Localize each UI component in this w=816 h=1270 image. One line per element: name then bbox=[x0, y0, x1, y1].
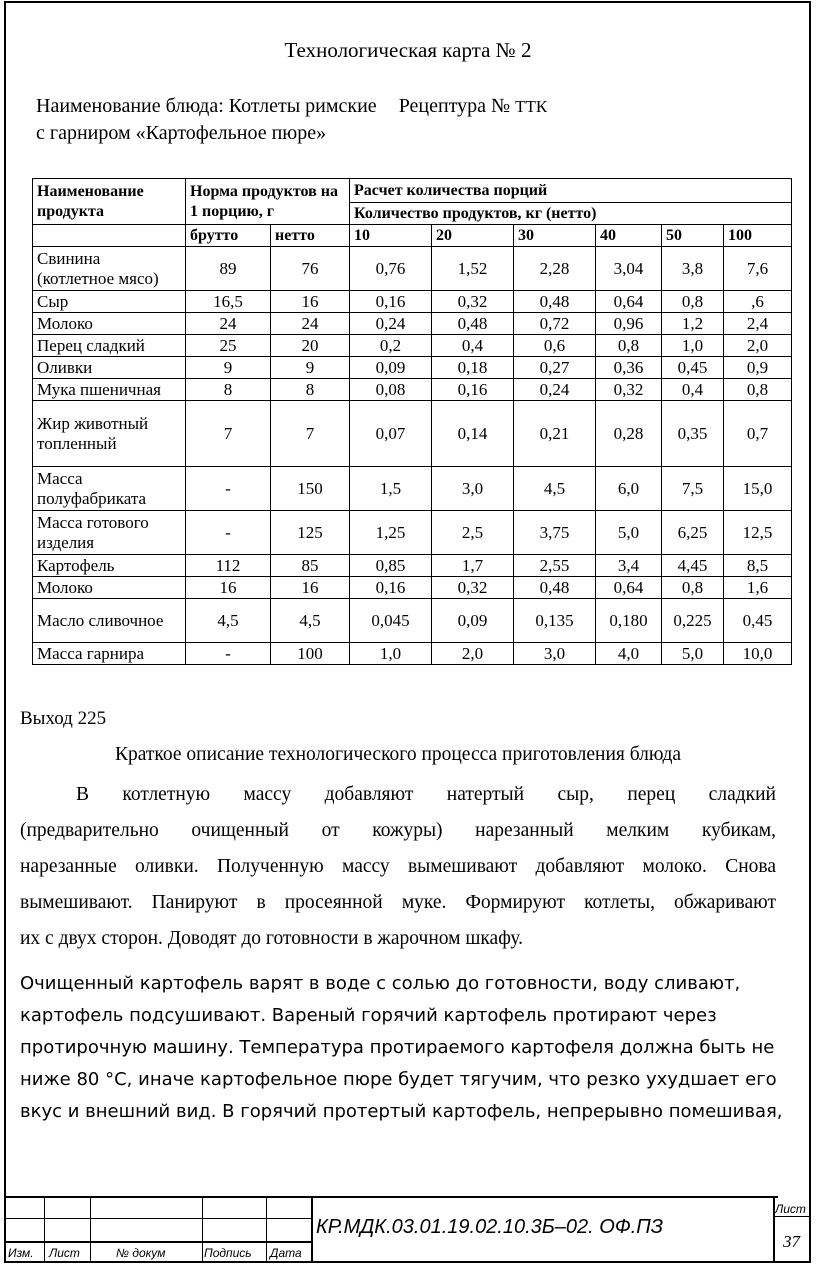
value-cell: 2,5 bbox=[432, 511, 514, 555]
value-cell: 0,96 bbox=[596, 313, 662, 335]
table-row bbox=[33, 555, 792, 577]
value-cell: 6,0 bbox=[596, 467, 662, 511]
value-cell: 112 bbox=[186, 555, 271, 577]
value-cell: 0,48 bbox=[432, 313, 514, 335]
value-cell: 6,25 bbox=[662, 511, 724, 555]
value-cell: 0,24 bbox=[350, 313, 432, 335]
value-cell: 5,0 bbox=[596, 511, 662, 555]
value-cell: 0,14 bbox=[432, 401, 514, 467]
table-row bbox=[33, 291, 792, 313]
value-cell: 4,0 bbox=[596, 643, 662, 665]
value-cell: 0,85 bbox=[350, 555, 432, 577]
table-row bbox=[33, 577, 792, 599]
value-cell: 8 bbox=[186, 379, 271, 401]
value-cell: ,6 bbox=[724, 291, 792, 313]
value-cell: 0,35 bbox=[662, 401, 724, 467]
value-cell: 3,75 bbox=[514, 511, 596, 555]
value-cell: 7 bbox=[186, 401, 271, 467]
value-cell: 0,16 bbox=[350, 291, 432, 313]
value-cell: 4,5 bbox=[514, 467, 596, 511]
value-cell: 0,135 bbox=[514, 599, 596, 643]
header-portion: 20 bbox=[432, 225, 514, 247]
value-cell: 0,09 bbox=[432, 599, 514, 643]
product-name-cell: Мука пшеничная bbox=[33, 379, 186, 401]
value-cell: 16 bbox=[271, 577, 350, 599]
value-cell: 2,55 bbox=[514, 555, 596, 577]
value-cell: 0,2 bbox=[350, 335, 432, 357]
value-cell: 0,4 bbox=[432, 335, 514, 357]
header-portion: 40 bbox=[596, 225, 662, 247]
value-cell: 89 bbox=[186, 247, 271, 291]
value-cell: 0,09 bbox=[350, 357, 432, 379]
stamp-label-signature: Подпись bbox=[204, 1246, 252, 1260]
value-cell: 150 bbox=[271, 467, 350, 511]
stamp-label-sheet: Лист bbox=[49, 1246, 80, 1260]
value-cell: 0,16 bbox=[350, 577, 432, 599]
value-cell: 2,0 bbox=[432, 643, 514, 665]
paragraph-line: (предварительно очищенный от кожуры) нарезанный мелким кубикам, bbox=[20, 820, 776, 841]
dish-name-line bbox=[36, 95, 547, 118]
stamp-label-date: Дата bbox=[270, 1246, 302, 1260]
document-title: Технологическая карта № 2 bbox=[284, 38, 532, 62]
value-cell: 8 bbox=[271, 379, 350, 401]
paragraph-line: вымешивают. Панируют в просеянной муке. Формируют котлеты, обжаривают bbox=[20, 892, 776, 913]
product-name-cell: Оливки bbox=[33, 357, 186, 379]
value-cell: 85 bbox=[271, 555, 350, 577]
recipe-label: Рецептура № bbox=[398, 95, 511, 117]
stamp-label-change: Изм. bbox=[8, 1246, 34, 1260]
value-cell: - bbox=[186, 467, 271, 511]
value-cell: 0,6 bbox=[514, 335, 596, 357]
table-row bbox=[33, 335, 792, 357]
product-name-cell: Масса готового изделия bbox=[33, 511, 186, 555]
value-cell: 0,225 bbox=[662, 599, 724, 643]
table-row bbox=[33, 401, 792, 467]
value-cell: 8,5 bbox=[724, 555, 792, 577]
value-cell: 0,24 bbox=[514, 379, 596, 401]
value-cell: 7,5 bbox=[662, 467, 724, 511]
product-name-cell: Свинина (котлетное мясо) bbox=[33, 247, 186, 291]
paragraph-line: их с двух сторон. Доводят до готовности в жарочном шкафу. bbox=[20, 928, 524, 949]
product-name-cell: Масса гарнира bbox=[33, 643, 186, 665]
value-cell: 15,0 bbox=[724, 467, 792, 511]
paragraph-line: Очищенный картофель варят в воде с солью до готовности, воду сливают, bbox=[20, 973, 741, 994]
recipe-value: ТТК bbox=[515, 97, 548, 116]
table-row bbox=[33, 379, 792, 401]
value-cell: 1,0 bbox=[350, 643, 432, 665]
value-cell: 7 bbox=[271, 401, 350, 467]
value-cell: 0,72 bbox=[514, 313, 596, 335]
value-cell: 0,08 bbox=[350, 379, 432, 401]
value-cell: 0,36 bbox=[596, 357, 662, 379]
value-cell: 0,18 bbox=[432, 357, 514, 379]
value-cell: 4,5 bbox=[186, 599, 271, 643]
value-cell: 0,8 bbox=[724, 379, 792, 401]
value-cell: 76 bbox=[271, 247, 350, 291]
value-cell: 24 bbox=[186, 313, 271, 335]
value-cell: 0,8 bbox=[662, 291, 724, 313]
value-cell: 12,5 bbox=[724, 511, 792, 555]
product-name-cell: Молоко bbox=[33, 313, 186, 335]
product-name-cell: Сыр bbox=[33, 291, 186, 313]
value-cell: 7,6 bbox=[724, 247, 792, 291]
value-cell: 2,28 bbox=[514, 247, 596, 291]
table-row bbox=[33, 599, 792, 643]
value-cell: 0,48 bbox=[514, 291, 596, 313]
value-cell: 1,25 bbox=[350, 511, 432, 555]
value-cell: 0,48 bbox=[514, 577, 596, 599]
value-cell: 1,52 bbox=[432, 247, 514, 291]
table-row bbox=[33, 357, 792, 379]
description-paragraph-2 bbox=[20, 968, 790, 1128]
value-cell: 16 bbox=[271, 291, 350, 313]
value-cell: 0,8 bbox=[662, 577, 724, 599]
value-cell: 16,5 bbox=[186, 291, 271, 313]
value-cell: 25 bbox=[186, 335, 271, 357]
value-cell: 0,180 bbox=[596, 599, 662, 643]
value-cell: 3,0 bbox=[514, 643, 596, 665]
header-portion: 10 bbox=[350, 225, 432, 247]
dish-label: Наименование блюда: Котлеты римские bbox=[36, 95, 377, 117]
product-name-cell: Масло сливочное bbox=[33, 599, 186, 643]
value-cell: 9 bbox=[271, 357, 350, 379]
value-cell: 0,21 bbox=[514, 401, 596, 467]
value-cell: 3,8 bbox=[662, 247, 724, 291]
value-cell: 16 bbox=[186, 577, 271, 599]
value-cell: - bbox=[186, 511, 271, 555]
value-cell: 24 bbox=[271, 313, 350, 335]
value-cell: 0,16 bbox=[432, 379, 514, 401]
header-netto: нетто bbox=[271, 225, 350, 247]
product-name-cell: Жир животный топленный bbox=[33, 401, 186, 467]
sheet-label: Лист bbox=[775, 1202, 806, 1216]
value-cell: 1,7 bbox=[432, 555, 514, 577]
value-cell: 0,64 bbox=[596, 577, 662, 599]
product-name-cell: Перец сладкий bbox=[33, 335, 186, 357]
value-cell: 0,8 bbox=[596, 335, 662, 357]
value-cell: 4,45 bbox=[662, 555, 724, 577]
value-cell: 3,04 bbox=[596, 247, 662, 291]
value-cell: 0,45 bbox=[662, 357, 724, 379]
value-cell: 0,9 bbox=[724, 357, 792, 379]
table-row bbox=[33, 511, 792, 555]
value-cell: 0,32 bbox=[432, 291, 514, 313]
value-cell: 0,4 bbox=[662, 379, 724, 401]
value-cell: 3,4 bbox=[596, 555, 662, 577]
value-cell: 4,5 bbox=[271, 599, 350, 643]
value-cell: 1,6 bbox=[724, 577, 792, 599]
table-row bbox=[33, 247, 792, 291]
value-cell: 0,32 bbox=[432, 577, 514, 599]
table-row bbox=[33, 467, 792, 511]
header-product-name: Наименование продукта bbox=[33, 179, 186, 225]
value-cell: 0,32 bbox=[596, 379, 662, 401]
table-row bbox=[33, 313, 792, 335]
value-cell: 0,45 bbox=[724, 599, 792, 643]
value-cell: 0,76 bbox=[350, 247, 432, 291]
value-cell: 0,7 bbox=[724, 401, 792, 467]
output-yield: Выход 225 bbox=[20, 708, 107, 729]
header-portion: 100 bbox=[724, 225, 792, 247]
value-cell: 0,045 bbox=[350, 599, 432, 643]
value-cell: 20 bbox=[271, 335, 350, 357]
paragraph-line: вкус и внешний вид. В горячий протертый картофель, непрерывно помешивая, bbox=[20, 1101, 783, 1122]
paragraph-line: протирочную машину. Температура протираемого картофеля должна быть не bbox=[20, 1037, 775, 1058]
header-brutto: брутто bbox=[186, 225, 271, 247]
value-cell: 1,0 bbox=[662, 335, 724, 357]
value-cell: 125 bbox=[271, 511, 350, 555]
sheet-number: 37 bbox=[783, 1232, 800, 1251]
header-quantity: Количество продуктов, кг (нетто) bbox=[350, 203, 792, 225]
header-portion: 50 bbox=[662, 225, 724, 247]
product-name-cell: Масса полуфабриката bbox=[33, 467, 186, 511]
value-cell: 3,0 bbox=[432, 467, 514, 511]
value-cell: 1,2 bbox=[662, 313, 724, 335]
paragraph-line: картофель подсушивают. Вареный горячий картофель протирают через bbox=[20, 1005, 717, 1026]
value-cell: 0,07 bbox=[350, 401, 432, 467]
header-portion: 30 bbox=[514, 225, 596, 247]
value-cell: 2,4 bbox=[724, 313, 792, 335]
value-cell: 5,0 bbox=[662, 643, 724, 665]
portion-calculation-table bbox=[32, 178, 792, 665]
paragraph-line: нарезанные оливки. Полученную массу вымешивают добавляют молоко. Снова bbox=[20, 856, 776, 877]
value-cell: 0,64 bbox=[596, 291, 662, 313]
value-cell: 2,0 bbox=[724, 335, 792, 357]
value-cell: 1,5 bbox=[350, 467, 432, 511]
header-norm: Норма продуктов на 1 порцию, г bbox=[186, 179, 350, 225]
value-cell: 0,27 bbox=[514, 357, 596, 379]
value-cell: 0,28 bbox=[596, 401, 662, 467]
value-cell: 100 bbox=[271, 643, 350, 665]
value-cell: 9 bbox=[186, 357, 271, 379]
paragraph-line: В котлетную массу добавляют натертый сыр, перец сладкий bbox=[76, 784, 776, 805]
description-title: Краткое описание технологического процесса приготовления блюда bbox=[114, 744, 682, 765]
value-cell: - bbox=[186, 643, 271, 665]
value-cell: 10,0 bbox=[724, 643, 792, 665]
stamp-label-docnum: № докум bbox=[116, 1246, 166, 1260]
product-name-cell: Картофель bbox=[33, 555, 186, 577]
product-name-cell: Молоко bbox=[33, 577, 186, 599]
document-code: КР.МДК.03.01.19.02.10.3Б–02. ОФ.ПЗ bbox=[316, 1216, 664, 1238]
table-row bbox=[33, 643, 792, 665]
header-calc: Расчет количества порций bbox=[350, 179, 792, 203]
paragraph-line: ниже 80 °С, иначе картофельное пюре будет тягучим, что резко ухудшает его bbox=[20, 1069, 777, 1090]
dish-garnish-line: с гарниром «Картофельное пюре» bbox=[36, 122, 327, 144]
